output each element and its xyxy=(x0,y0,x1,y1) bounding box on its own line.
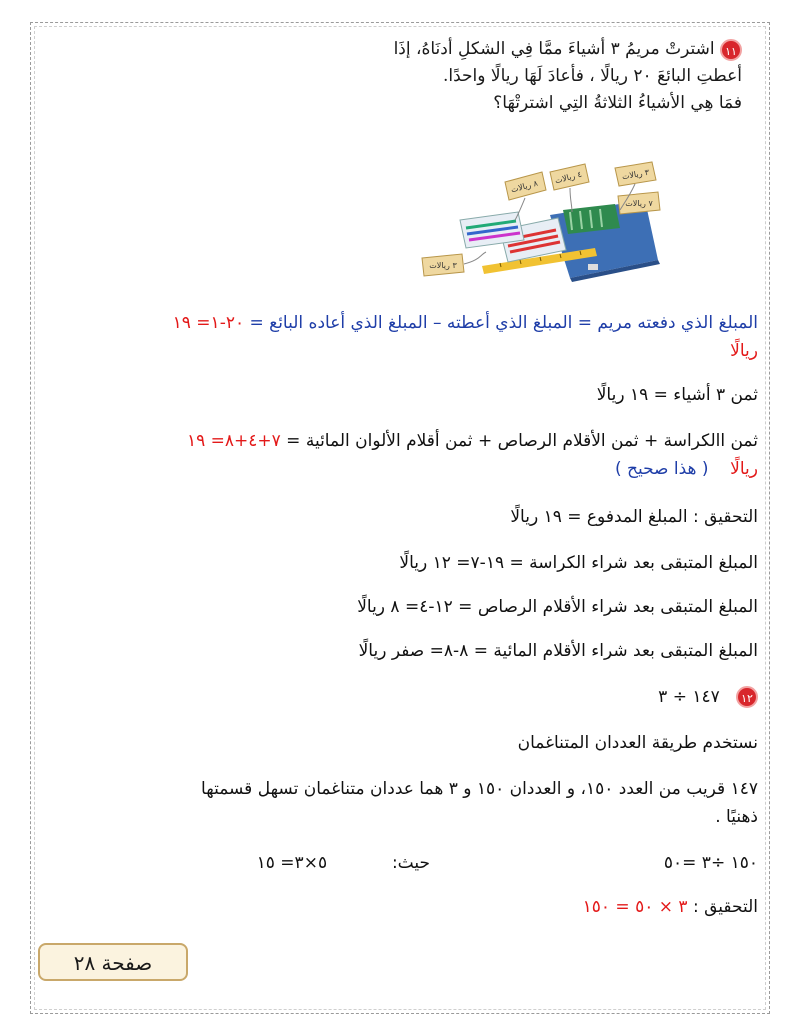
solution-line-11: التحقيق : ٣ × ٥٠ = ١٥٠ xyxy=(582,897,758,917)
solution-line-4: التحقيق : المبلغ المدفوع = ١٩ ريالًا xyxy=(510,507,758,527)
problem-number-badge: ١٢ xyxy=(736,686,758,708)
solution-line-3-cont: ريالًا ( هذا صحيح ) xyxy=(614,459,758,479)
svg-text:٤ ريالات: ٤ ريالات xyxy=(553,169,583,186)
svg-text:٧ ريالات: ٧ ريالات xyxy=(625,199,653,208)
svg-text:٨ ريالات: ٨ ريالات xyxy=(509,178,539,195)
solution-line-9: ١٤٧ قريب من العدد ١٥٠، و العددان ١٥٠ و ٣ هما عددان متناغمان تسهل قسمتها xyxy=(201,779,758,799)
red-calc: ٧+٤+٨= ١٩ xyxy=(186,431,281,451)
solution-line-3: ثمن االكراسة + ثمن الأقلام الرصاص + ثمن أقلام الألوان المائية = ٧+٤+٨= ١٩ xyxy=(186,431,758,451)
problem-12 xyxy=(658,680,758,714)
solution-line-5: المبلغ المتبقى بعد شراء الكراسة = ١٩-٧= ١٢ ريالًا xyxy=(399,553,758,573)
svg-text:٣ ريالات: ٣ ريالات xyxy=(429,261,457,270)
solution-line-10a: ١٥٠ ÷٣ =٥٠ xyxy=(663,853,758,873)
problem-11 xyxy=(394,36,742,117)
problem-line: فمَا هِي الأشياءُ الثلاثةُ التِي اشترتْهَا؟ xyxy=(493,93,742,113)
problem-line: اشترتْ مريمُ ٣ أشياءَ ممَّا فِي الشكلِ أدنَاهُ، إذَا xyxy=(393,39,715,59)
solution-line-10b: حيث: ٥×٣= ١٥ xyxy=(256,853,430,873)
solution-line-8: نستخدم طريقة العددان المتناغمان xyxy=(517,733,758,753)
problem-expression: ١٤٧ ÷ ٣ xyxy=(658,687,720,707)
items-illustration xyxy=(420,160,665,285)
problem-number-badge: ١١ xyxy=(720,39,742,61)
solution-line-9-cont: ذهنيًا . xyxy=(715,807,758,827)
solution-line-1: المبلغ الذي دفعته مريم = المبلغ الذي أعطته – المبلغ الذي أعاده البائع = ٢٠-١= ١٩ xyxy=(172,313,758,333)
solution-line-7: المبلغ المتبقى بعد شراء الأقلام المائية = ٨-٨= صفر ريالًا xyxy=(358,641,758,661)
price-tag xyxy=(615,162,656,186)
solution-line-6: المبلغ المتبقى بعد شراء الأقلام الرصاص = ١٢-٤= ٨ ريالًا xyxy=(357,597,758,617)
red-calc: ٢٠-١= ١٩ xyxy=(172,313,245,333)
page-number-label: صفحة ٢٨ xyxy=(73,951,153,975)
price-tag xyxy=(505,172,546,200)
price-tag xyxy=(422,254,464,276)
svg-text:٣ ريالات: ٣ ريالات xyxy=(621,167,650,182)
solution-line-1-cont: ريالًا xyxy=(730,341,758,361)
problem-line: أعطتِ البائعَ ٢٠ ريالًا ، فأعادَ لَهَا ريالًا واحدًا. xyxy=(442,66,742,86)
price-tag xyxy=(550,164,589,190)
page-number-box xyxy=(38,943,188,981)
solution-line-2: ثمن ٣ أشياء = ١٩ ريالًا xyxy=(596,385,758,405)
